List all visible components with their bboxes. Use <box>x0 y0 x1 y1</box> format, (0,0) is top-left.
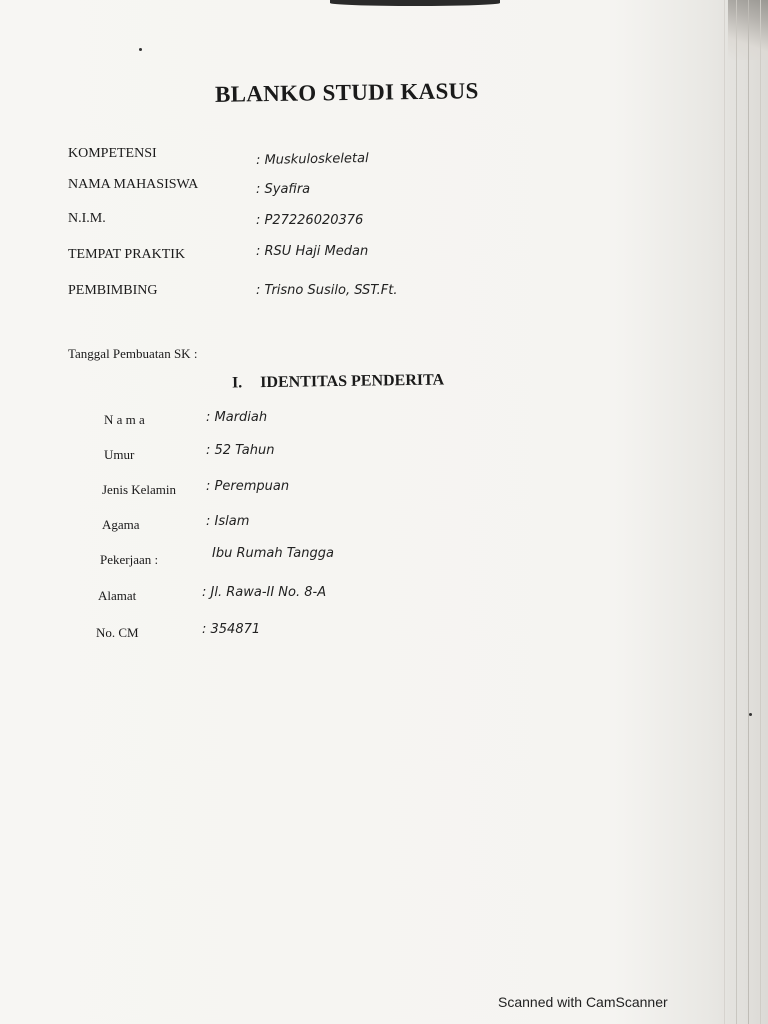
field-label-alamat: Alamat <box>98 588 137 603</box>
field-label-no-cm: No. CM <box>96 625 139 640</box>
field-label-pekerjaan: Pekerjaan : <box>100 552 159 567</box>
field-label-nim: N.I.M. <box>68 211 106 226</box>
field-label-nama-mahasiswa: NAMA MAHASISWA <box>68 177 199 192</box>
page-edge <box>748 0 749 1024</box>
section-number: I. <box>231 374 243 392</box>
section-heading <box>232 372 444 393</box>
page-edge <box>724 0 725 1024</box>
date-label: Tanggal Pembuatan SK : <box>68 346 198 361</box>
field-label-nama: N a m a <box>104 412 145 427</box>
field-value-kompetensi: : Muskuloskeletal <box>255 151 369 168</box>
document-title: BLANKO STUDI KASUS <box>214 78 479 107</box>
field-value-jenis-kelamin: : Perempuan <box>206 479 290 494</box>
field-label-pembimbing: PEMBIMBING <box>68 283 158 298</box>
field-value-umur: : 52 Tahun <box>206 443 275 458</box>
field-value-alamat: : Jl. Rawa-II No. 8-A <box>202 585 327 600</box>
field-label-jenis-kelamin: Jenis Kelamin <box>102 482 177 497</box>
field-value-no-cm: : 354871 <box>202 622 261 637</box>
speck <box>749 713 752 716</box>
field-value-pekerjaan: Ibu Rumah Tangga <box>212 546 334 561</box>
field-label-kompetensi: KOMPETENSI <box>68 146 157 161</box>
field-label-umur: Umur <box>104 447 135 462</box>
section-title-text: IDENTITAS PENDERITA <box>260 371 445 392</box>
scan-shadow <box>330 0 500 6</box>
field-value-agama: : Islam <box>206 514 250 529</box>
field-value-nim: : P27226020376 <box>256 213 364 228</box>
field-value-nama: : Mardiah <box>206 410 268 425</box>
speck <box>139 48 142 51</box>
field-value-nama-mahasiswa: : Syafira <box>256 182 311 197</box>
field-value-pembimbing: : Trisno Susilo, SST.Ft. <box>256 283 398 298</box>
field-value-tempat-praktik: : RSU Haji Medan <box>256 244 369 259</box>
field-label-tempat-praktik: TEMPAT PRAKTIK <box>68 247 186 262</box>
page-edge <box>736 0 737 1024</box>
page-edge <box>760 0 761 1024</box>
camscanner-watermark: Scanned with CamScanner <box>498 994 668 1010</box>
field-label-agama: Agama <box>102 517 140 532</box>
